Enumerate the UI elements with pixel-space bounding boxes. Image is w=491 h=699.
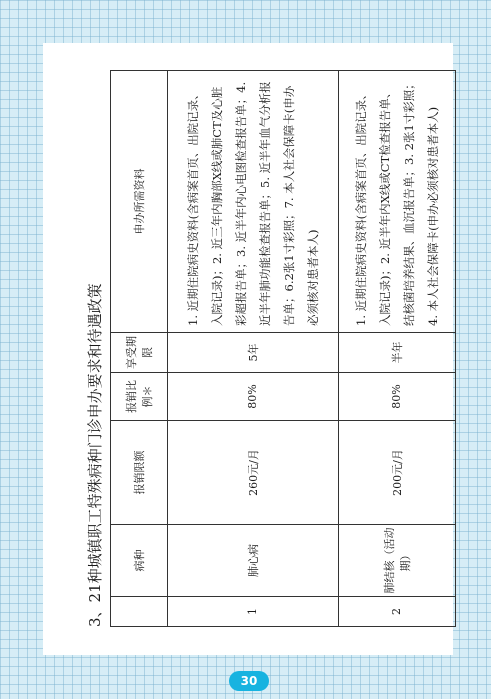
table-row	[168, 71, 339, 627]
page-paper	[43, 43, 453, 655]
header-row	[111, 71, 168, 627]
row-limit: 260元/月	[168, 421, 339, 525]
table-caption: 3、21种城镇职工特殊病种门诊申办要求和待遇政策	[86, 283, 104, 627]
row-period: 5年	[168, 333, 339, 373]
row-materials: 1. 近期住院病史资料(含病案首页、出院记录、入院记录)；2. 近半年内X线或CT检查报告单、结核菌培养结果、血沉报告单；3. 2张1寸彩照；4. 本人社会保障卡(申办必须核对患者本人)	[338, 71, 455, 333]
row-limit: 200元/月	[338, 421, 455, 525]
row-period: 半年	[338, 333, 455, 373]
row-materials: 1. 近期住院病史资料(含病案首页、出院记录、入院记录)；2. 近三年内胸部X线或肺CT及心脏彩超报告单；3. 近半年内心电图检查报告单；4. 近半年肺功能检查报告单；5. 近半年血气分析报告单；6.2张1寸彩照；7. 本人社会保障卡(申办必须核对患者本人)	[168, 71, 339, 333]
page-number-badge: 30	[229, 671, 269, 691]
policy-table	[110, 70, 456, 627]
row-index: 1	[168, 597, 339, 627]
header-period: 享受期限	[111, 333, 168, 373]
header-limit: 报销限额	[111, 421, 168, 525]
row-ratio: 80%	[168, 373, 339, 421]
row-index: 2	[338, 597, 455, 627]
row-ratio: 80%	[338, 373, 455, 421]
header-ratio: 报销比例＊	[111, 373, 168, 421]
header-index	[111, 597, 168, 627]
row-disease: 肺结核（活动期）	[338, 525, 455, 597]
rotated-content	[82, 71, 456, 627]
row-disease: 肺心病	[168, 525, 339, 597]
header-materials: 申办所需资料	[111, 71, 168, 333]
header-disease: 病种	[111, 525, 168, 597]
table-row	[338, 71, 455, 627]
